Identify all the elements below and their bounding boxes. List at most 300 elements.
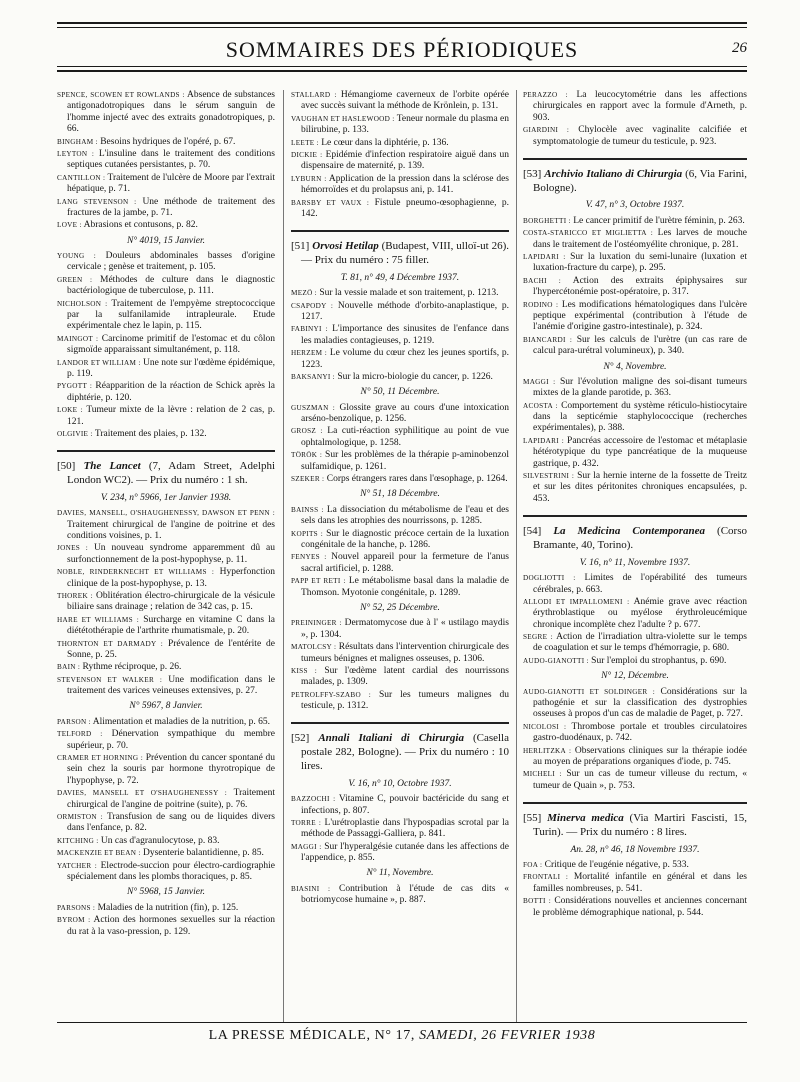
article-title: Méthodes de culture dans le diagnostic bactériologique de tuberculose, p. 111. <box>67 274 275 297</box>
issue-heading: V. 16, n° 11, Novembre 1937. <box>579 557 691 568</box>
article-entry <box>291 576 509 599</box>
journal-name: Minerva medica <box>547 812 624 825</box>
article-entry <box>523 656 747 667</box>
column-middle <box>291 90 509 908</box>
journal-info: (Casella postale 282, Bologne). — Prix du numéro : 10 lires. <box>301 732 509 772</box>
author-names: HARE ET WILLIAMS : <box>57 615 140 624</box>
issue-heading: N° 12, Décembre. <box>601 671 669 682</box>
article-entry <box>57 173 275 196</box>
author-names: LANDOR ET WILLIAM : <box>57 358 141 367</box>
issue-heading: N° 11, Novembre. <box>366 868 434 879</box>
article-title: Action des hormones sexuelles sur la réaction du rat à la vaso-pression, p. 129. <box>67 915 275 937</box>
author-names: BACHI : <box>523 276 562 285</box>
article-entry <box>57 358 275 381</box>
author-names: NOBLE, RINDERKNECHT ET WILLIAMS : <box>57 568 215 577</box>
author-names: TORRE : <box>291 818 322 827</box>
article-title: Mortalité infantile en général et dans les familles nombreuses, p. 541. <box>533 872 747 894</box>
author-names: SPENCE, SCOWEN ET ROWLANDS : <box>57 91 185 99</box>
author-names: THOREK : <box>57 591 93 600</box>
issue-heading: N° 52, 25 Décembre. <box>360 602 440 613</box>
article-title: Traitement chirurgical de l'angine de poitrine (suite), p. 76. <box>67 788 275 810</box>
article-title: Application de la pression dans la sclérose des hémorroïdes et du prolapsus ani, p. 141. <box>301 173 510 196</box>
article-title: Carcinome primitif de l'estomac et du côlon sigmoïde apparaissant simultanément, p. 118. <box>67 333 275 356</box>
issue-heading: N° 4019, 15 Janvier. <box>127 235 205 246</box>
author-names: FENYES : <box>291 553 327 562</box>
journal-name: Orvosi Hetilap <box>312 240 379 253</box>
article-entry <box>57 543 275 566</box>
top-rule-thin <box>57 27 747 28</box>
author-names: HERZEM : <box>291 349 328 358</box>
article-entry <box>57 903 275 914</box>
author-names: GUSZMAN : <box>291 403 336 412</box>
article-entry <box>57 220 275 231</box>
article-entry <box>291 618 509 641</box>
article-entry <box>291 426 509 449</box>
issue-heading: N° 4, Novembre. <box>603 361 667 372</box>
author-names: STALLARD : <box>291 91 337 99</box>
article-entry <box>57 836 275 847</box>
author-names: DOGLIOTTI : <box>523 574 576 583</box>
author-names: LAPIDARI : <box>523 253 566 262</box>
article-entry <box>291 505 509 528</box>
article-entry <box>57 508 275 542</box>
article-title: Réapparition de la réaction de Schick après la diphtérie, p. 120. <box>67 381 275 403</box>
author-names: DAVIES, MANSELL ET O'SHAUGHENESSY : <box>57 789 228 798</box>
author-names: JONES : <box>57 544 89 553</box>
author-names: OLGIVIE : <box>57 429 93 438</box>
author-names: BAINSS : <box>291 505 324 514</box>
journal-name: Archivio Italiano di Chirurgia <box>544 167 683 180</box>
article-entry <box>523 746 747 769</box>
issue-heading: T. 81, n° 49, 4 Décembre 1937. <box>340 272 460 283</box>
article-title: Action de l'irradiation ultra-violette sur le temps de coagulation et sur le temps d'hémorragie, p. 680. <box>533 632 747 654</box>
article-entry <box>523 722 747 745</box>
journal-header <box>523 168 747 196</box>
article-entry <box>523 216 747 227</box>
footer-rule <box>57 1022 747 1023</box>
author-names: STEVENSON ET WALKER : <box>57 675 163 684</box>
article-title: Dermatomycose due à l' « ustilago maydis », p. 1304. <box>301 618 509 640</box>
author-names: MEZÖ : <box>291 289 317 298</box>
article-title: Rythme réciproque, p. 26. <box>80 662 182 673</box>
author-names: MICHELI : <box>523 770 562 779</box>
article-title: Les larves de mouche dans le traitement de l'ostéomyélite chronique, p. 281. <box>533 228 747 250</box>
article-title: Sur l'emploi du strophantus, p. 690. <box>588 655 727 666</box>
article-entry <box>523 401 747 435</box>
journal-name: Annali Italiani di Chirurgia <box>318 732 464 745</box>
author-names: PERAZZO : <box>523 91 568 99</box>
article-title: Electrode-succion pour électro-cardiographie spécialement dans les plombs thoraciques, p. 85. <box>67 860 275 882</box>
article-entry <box>291 642 509 665</box>
article-title: La cuti-réaction syphilitique au point de vue ophtalmologique, p. 1258. <box>301 426 509 448</box>
article-entry <box>523 436 747 470</box>
article-title: Considérations sur la pathogénie et sur la classification des dystrophies osseuses à propos d'un cas de maladie de Paget, p. 727. <box>533 686 747 720</box>
article-entry <box>291 529 509 552</box>
author-names: MATOLCSY : <box>291 643 337 652</box>
article-title: Abrasions et contusons, p. 82. <box>81 220 198 231</box>
header-rule-thin <box>57 66 747 67</box>
article-entry <box>523 228 747 251</box>
article-title: Critique de l'eugénie négative, p. 533. <box>542 860 689 871</box>
author-names: GREEN : <box>57 275 93 284</box>
article-entry <box>57 675 275 698</box>
article-entry <box>57 381 275 404</box>
article-title: Le volume du cœur chez les jeunes sportifs, p. 1223. <box>301 348 509 370</box>
column-divider <box>516 90 517 1022</box>
article-title: Tumeur mixte de la lèvre : relation de 2 cas, p. 121. <box>67 405 275 427</box>
article-title: Transfusion de sang ou de liquides divers dans l'enfance, p. 82. <box>67 811 276 834</box>
article-entry <box>57 149 275 172</box>
author-names: KISS : <box>291 666 318 675</box>
article-title: Oblitération électro-chirurgicale de la vésicule biliaire sans drainage ; relation de 342 cas, p. 15. <box>67 590 275 613</box>
author-names: SILVESTRINI : <box>523 472 575 481</box>
journal-separator <box>57 450 275 452</box>
article-entry <box>57 717 275 728</box>
column-left <box>57 90 275 939</box>
issue-heading: N° 5968, 15 Janvier. <box>127 887 205 898</box>
article-entry <box>57 275 275 298</box>
journal-number: [53] <box>523 167 542 180</box>
article-title: Sur un cas de tumeur villeuse du rectum, « tumeur de Quain », p. 753. <box>533 769 747 791</box>
article-title: Le cœur dans la diphtérie, p. 136. <box>318 137 449 148</box>
article-title: Dénervation sympathique du membre supérieur, p. 70. <box>67 729 275 751</box>
journal-header <box>291 732 509 773</box>
author-names: KOPITS : <box>291 529 324 538</box>
article-entry <box>291 794 509 817</box>
article-title: Traitement de l'empyème streptococcique par la sulfanilamide intrapleurale. Etude expérimentale chez le lapin, p. 115. <box>67 298 275 332</box>
article-entry <box>57 591 275 614</box>
author-names: DICKIE : <box>291 150 323 159</box>
author-names: CANTILLON : <box>57 173 106 182</box>
journal-name: La Medicina Contemporanea <box>553 525 706 538</box>
article-entry <box>291 114 509 137</box>
article-entry <box>57 915 275 938</box>
author-names: PAPP ET RETI : <box>291 577 346 586</box>
article-entry <box>523 573 747 596</box>
article-title: L'importance des sinusites de l'enfance dans les maladies contagieuses, p. 1219. <box>301 324 509 346</box>
article-entry <box>291 348 509 371</box>
author-names: BIANCARDI : <box>523 335 573 344</box>
article-title: Glossite grave au cours d'une intoxication arséno-benzolique, p. 1256. <box>301 402 509 425</box>
author-names: PARSON : <box>57 717 91 726</box>
article-entry <box>523 896 747 919</box>
issue-heading: V. 47, n° 3, Octobre 1937. <box>585 200 685 211</box>
article-title: La dissociation du métabolisme de l'eau et des sels dans les atrophies des nourrissons, p. 1285. <box>301 504 509 527</box>
journal-separator <box>291 230 509 232</box>
article-title: Sur la vessie malade et son traitement, p. 1213. <box>316 288 499 299</box>
author-names: CSAPODY : <box>291 301 334 310</box>
article-title: Thrombose portale et troubles circulatoires gastro-duodénaux, p. 742. <box>533 721 747 744</box>
author-names: NICOLOSI : <box>523 722 567 731</box>
article-title: Limites de l'opérabilité des tumeurs cérébrales, p. 663. <box>533 573 747 595</box>
author-names: COSTA-STARICCO ET MIGLIETTA : <box>523 229 654 238</box>
journal-info: (7, Adam Street, Adelphi London WC2). — Prix du numéro : 1 sh. <box>67 460 275 487</box>
article-title: Sur l'évolution maligne des soi-disant tumeurs mixtes de la glande parotide, p. 363. <box>533 376 748 399</box>
article-entry <box>291 884 509 907</box>
article-title: Le cancer primitif de l'urètre féminin, p. 263. <box>570 215 745 226</box>
article-title: Une méthode de traitement des fractures de la jambe, p. 71. <box>67 196 275 218</box>
article-title: Nouvel appareil pour la fermeture de l'anus sacral artificiel, p. 1288. <box>301 552 509 574</box>
journal-separator <box>523 515 747 517</box>
author-names: KITCHING : <box>57 836 99 845</box>
article-entry <box>291 174 509 197</box>
author-names: LEYTON : <box>57 149 95 158</box>
article-title: Les modifications hématologiques dans l'ulcère peptique expérimental (contribution à l'étude de l'anémie d'origine gastro-intestinale), p. 324. <box>533 299 747 333</box>
article-entry <box>523 872 747 895</box>
author-names: BYROM : <box>57 916 91 925</box>
article-title: L'insuline dans le traitement des conditions septiques cutanées persistantes, p. 70. <box>67 148 275 171</box>
article-entry <box>291 450 509 473</box>
journal-number: [50] <box>57 460 76 473</box>
article-entry <box>57 729 275 752</box>
journal-separator <box>523 802 747 804</box>
journal-header <box>523 812 747 840</box>
author-names: LOKE : <box>57 406 83 415</box>
article-title: Sur la luxation du semi-lunaire (luxation et luxation-fracture du carpe), p. 295. <box>533 252 748 274</box>
article-title: L'urétroplastie dans l'hypospadias scrotal par la méthode de Passaggi-Galliera, p. 841. <box>301 817 509 840</box>
article-entry <box>57 848 275 859</box>
issue-heading: N° 5967, 8 Janvier. <box>129 701 203 712</box>
article-entry <box>291 301 509 324</box>
author-names: TÖRÖK : <box>291 451 323 460</box>
author-names: MACKENZIE ET BEAN : <box>57 849 141 858</box>
article-title: Pancréas accessoire de l'estomac et métaplasie hétérotypique du type pancréatique de la muqueuse gastrique, p. 432. <box>533 435 747 469</box>
issue-heading: An. 28, n° 46, 18 Novembre 1937. <box>570 844 700 855</box>
article-title: Vitamine C, pouvoir bactéricide du sang et infections, p. 807. <box>301 794 509 816</box>
journal-header <box>523 525 747 553</box>
article-entry <box>57 405 275 428</box>
author-names: BAKSANYI : <box>291 372 335 381</box>
article-entry <box>57 861 275 884</box>
issue-heading: V. 16, n° 10, Octobre 1937. <box>348 778 452 789</box>
journal-number: [54] <box>523 525 542 538</box>
footer <box>57 1028 747 1044</box>
journal-number: [55] <box>523 812 542 825</box>
article-title: Besoins hydriques de l'opéré, p. 67. <box>97 136 236 147</box>
article-entry <box>523 471 747 505</box>
author-names: LAPIDARI : <box>523 436 565 445</box>
author-names: THORNTON ET DARMADY : <box>57 639 164 648</box>
issue-heading: N° 51, 18 Décembre. <box>360 489 440 500</box>
page-number: 26 <box>732 40 747 56</box>
article-title: Sur la micro-biologie du cancer, p. 1226. <box>334 371 493 382</box>
article-entry <box>291 842 509 865</box>
author-names: LANG STEVENSON : <box>57 197 137 206</box>
article-title: Corps étrangers rares dans l'œsophage, p. 1264. <box>324 474 508 485</box>
author-names: GROSZ : <box>291 427 323 436</box>
article-entry <box>57 639 275 662</box>
article-entry <box>523 769 747 792</box>
article-entry <box>57 615 275 638</box>
article-entry <box>523 335 747 358</box>
article-title: Anémie grave avec réaction érythroblastique ou myélose érythroleucémique chronique incomplète chez l'adulte ? p. 677. <box>533 596 747 630</box>
article-title: Observations cliniques sur la thérapie iodée au moyen de préparations organiques d'iode, p. 745. <box>533 745 747 767</box>
author-names: MAINGOT : <box>57 334 99 343</box>
article-title: Comportement du système réticulo-histiocytaire dans la septicémie staphylococcique (recherches expérimentales), p. 388. <box>533 400 748 434</box>
article-entry <box>523 125 747 148</box>
journal-info: (Via Martiri Fascisti, 15, Turin). — Prix du numéro : 8 lires. <box>533 812 748 838</box>
author-names: LEETE : <box>291 138 319 147</box>
author-names: SZEKER : <box>291 475 325 484</box>
article-entry <box>291 818 509 841</box>
article-title: Traitement des plaies, p. 132. <box>92 428 207 439</box>
article-title: Un nouveau syndrome apparemment dû au surfonctionnement de la post-hypophyse, p. 11. <box>67 543 275 565</box>
author-names: CRAMER ET HORNING : <box>57 754 144 763</box>
article-entry <box>523 377 747 400</box>
author-names: FRONTALI : <box>523 873 569 882</box>
article-entry <box>57 197 275 220</box>
article-title: Maladies de la nutrition (fin), p. 125. <box>95 902 239 913</box>
article-title: Hémangiome caverneux de l'orbite opérée avec succès suivant la méthode de Krönlein, p. 131. <box>301 90 509 112</box>
article-title: Dysenterie balantidienne, p. 85. <box>140 848 264 859</box>
article-title: Sur les problèmes de la thérapie p-aminobenzol sulfamidique, p. 1261. <box>301 450 509 472</box>
issue-heading: V. 234, n° 5966, 1er Janvier 1938. <box>100 492 232 503</box>
article-title: Le métabolisme basal dans la maladie de Thomson. Myotonie congénitale, p. 1289. <box>301 576 509 598</box>
article-title: Traitement chirurgical de l'angine de poitrine et des conditions voisines, p. 1. <box>67 519 275 541</box>
article-title: Nouvelle méthode d'orbito-anaplastique, p. 1217. <box>301 300 509 322</box>
journal-header <box>57 460 275 488</box>
article-title: Hyperfonction clinique de la post-hypophyse, p. 13. <box>67 567 275 589</box>
article-title: Une modification dans le traitement des varices veineuses extensives, p. 27. <box>67 674 276 697</box>
article-entry <box>291 690 509 713</box>
article-entry <box>291 288 509 299</box>
article-entry <box>523 687 747 721</box>
article-entry <box>291 403 509 426</box>
article-entry <box>523 300 747 334</box>
journal-number: [52] <box>291 732 310 745</box>
journal-separator <box>291 722 509 724</box>
author-names: FOA : <box>523 861 543 870</box>
author-names: GIARDINI : <box>523 126 570 135</box>
footer-date: SAMEDI, 26 FEVRIER 1938 <box>419 1028 596 1043</box>
author-names: MAGGI : <box>291 842 322 851</box>
article-entry <box>57 788 275 811</box>
article-title: Absence de substances antigonadotropiques dans le sérum sanguin de l'homme injecté avec des extraits gonadotropiques, p. 66. <box>67 90 276 135</box>
author-names: ACOSTA : <box>523 401 558 410</box>
article-entry <box>57 662 275 673</box>
author-names: AUDO-GIANOTTI : <box>523 656 589 665</box>
author-names: PREININGER : <box>291 619 342 628</box>
author-names: FABINYI : <box>291 325 328 334</box>
author-names: DAVIES, MANSELL, O'SHAUGHENESSY, DAWSON ET PENN : <box>57 509 275 518</box>
journal-number: [51] <box>291 240 310 253</box>
author-names: HERLITZKA : <box>523 746 572 755</box>
article-title: Sur l'hyperalgésie cutanée dans les affections de l'appendice, p. 855. <box>301 841 509 864</box>
author-names: YATCHER : <box>57 861 98 870</box>
article-entry <box>291 474 509 485</box>
footer-journal: LA PRESSE MÉDICALE, N° 17, <box>208 1028 420 1043</box>
article-title: Epidémie d'infection respiratoire aiguë dans un dispensaire de maternité, p. 139. <box>301 149 510 172</box>
article-entry <box>291 324 509 347</box>
journal-info: (Corso Bramante, 40, Torino). <box>533 525 747 551</box>
author-names: PETROLFFY-SZABO : <box>291 690 371 699</box>
article-title: Sur le diagnostic précoce certain de la luxation congénitale de la hanche, p. 1286. <box>301 528 509 550</box>
article-entry <box>57 90 275 136</box>
top-rule-thick <box>57 22 747 24</box>
journal-info: (6, Via Farini, Bologne). <box>533 167 748 194</box>
column-right <box>523 90 747 920</box>
article-title: Prévalence de l'entérite de Sonne, p. 25. <box>67 638 276 660</box>
column-divider <box>283 90 284 1022</box>
author-names: BAIN : <box>57 663 81 672</box>
author-names: MAGGI : <box>523 377 556 386</box>
article-entry <box>291 666 509 689</box>
issue-heading: N° 50, 11 Décembre. <box>360 387 440 398</box>
article-entry <box>523 276 747 299</box>
article-entry <box>523 860 747 871</box>
article-title: Sur l'œdème latent cardial des nourrissons malades, p. 1309. <box>301 665 509 688</box>
journal-header <box>291 240 509 268</box>
article-title: Sur les calculs de l'urètre (un cas rare de calcul para-urétral volumineux), p. 340. <box>533 334 747 357</box>
header-rule-thick <box>57 70 747 72</box>
article-entry <box>291 90 509 113</box>
author-names: BINGHAM : <box>57 137 98 146</box>
article-title: Action des extraits épiphysaires sur l'hypercétonémie post-opératoire, p. 317. <box>533 275 747 298</box>
author-names: YOUNG : <box>57 252 97 261</box>
article-title: Prévention du cancer spontané du sein chez la souris par hormone thyrotropique de l'hypophyse, p. 72. <box>67 753 275 786</box>
article-entry <box>57 334 275 357</box>
author-names: PYGOTT : <box>57 382 93 391</box>
author-names: BOTTI : <box>523 897 551 906</box>
article-title: Teneur normale du plasma en bilirubine, p. 133. <box>301 113 510 136</box>
article-title: Une note sur l'œdème épidémique, p. 119. <box>67 357 275 379</box>
article-entry <box>57 251 275 274</box>
article-entry <box>57 137 275 148</box>
article-title: Résultats dans l'intervention chirurgicale des tumeurs bénignes et malignes osseuses, p. 1306. <box>301 642 510 664</box>
article-entry <box>57 812 275 835</box>
author-names: RODINO : <box>523 300 559 309</box>
author-names: LOVE : <box>57 221 82 230</box>
article-entry <box>291 138 509 149</box>
article-entry <box>291 198 509 221</box>
article-entry <box>523 597 747 631</box>
journal-separator <box>523 158 747 160</box>
journal-name: The Lancet <box>83 460 141 473</box>
article-entry <box>291 150 509 173</box>
article-title: Fistule pneumo-œsophagienne, p. 142. <box>301 197 509 219</box>
article-title: Contribution à l'étude de cas dits « botriomycose humaine », p. 887. <box>301 883 509 906</box>
author-names: ALLODI ET IMPALLOMENI : <box>523 597 630 606</box>
article-title: Chylocèle avec vaginalite calcifiée et symptomatologie de tumeur du testicule, p. 923. <box>533 125 747 147</box>
article-title: Douleurs abdominales basses d'origine cervicale ; genèse et traitement, p. 105. <box>67 251 275 273</box>
article-title: Considérations nouvelles et anciennes concernant le problème démographique national, p. 544. <box>533 896 747 918</box>
article-entry <box>57 429 275 440</box>
author-names: SEGRE : <box>523 633 553 642</box>
author-names: BIASINI : <box>291 884 331 893</box>
article-entry <box>291 372 509 383</box>
article-title: Traitement de l'ulcère de Moore par l'extrait hépatique, p. 71. <box>67 172 276 195</box>
author-names: BAZZOCHI : <box>291 795 336 804</box>
author-names: NICHOLSON : <box>57 299 108 308</box>
author-names: BARSBY ET VAUX : <box>291 198 370 207</box>
article-entry <box>523 90 747 124</box>
author-names: TELFORD : <box>57 730 103 739</box>
author-names: PARSONS : <box>57 903 96 912</box>
page-title: SOMMAIRES DES PÉRIODIQUES <box>225 37 579 62</box>
author-names: LYBURN : <box>291 174 327 183</box>
author-names: VAUGHAN ET HASLEWOOD : <box>291 114 395 123</box>
author-names: ORMISTON : <box>57 812 103 821</box>
journal-info: (Budapest, VIII, ulloï-ut 26). — Prix du numéro : 75 filler. <box>301 240 510 267</box>
article-title: Un cas d'agranulocytose, p. 83. <box>98 835 220 846</box>
article-title: La leucocytométrie dans les affections chirurgicales en rapport avec la formule d'Arneth, p. 903. <box>533 90 747 123</box>
article-entry <box>57 567 275 590</box>
article-entry <box>57 753 275 787</box>
author-names: AUDO-GIANOTTI ET SOLDINGER : <box>523 687 656 696</box>
article-entry <box>523 632 747 655</box>
article-title: Alimentation et maladies de la nutrition, p. 65. <box>90 716 271 727</box>
article-entry <box>57 299 275 333</box>
